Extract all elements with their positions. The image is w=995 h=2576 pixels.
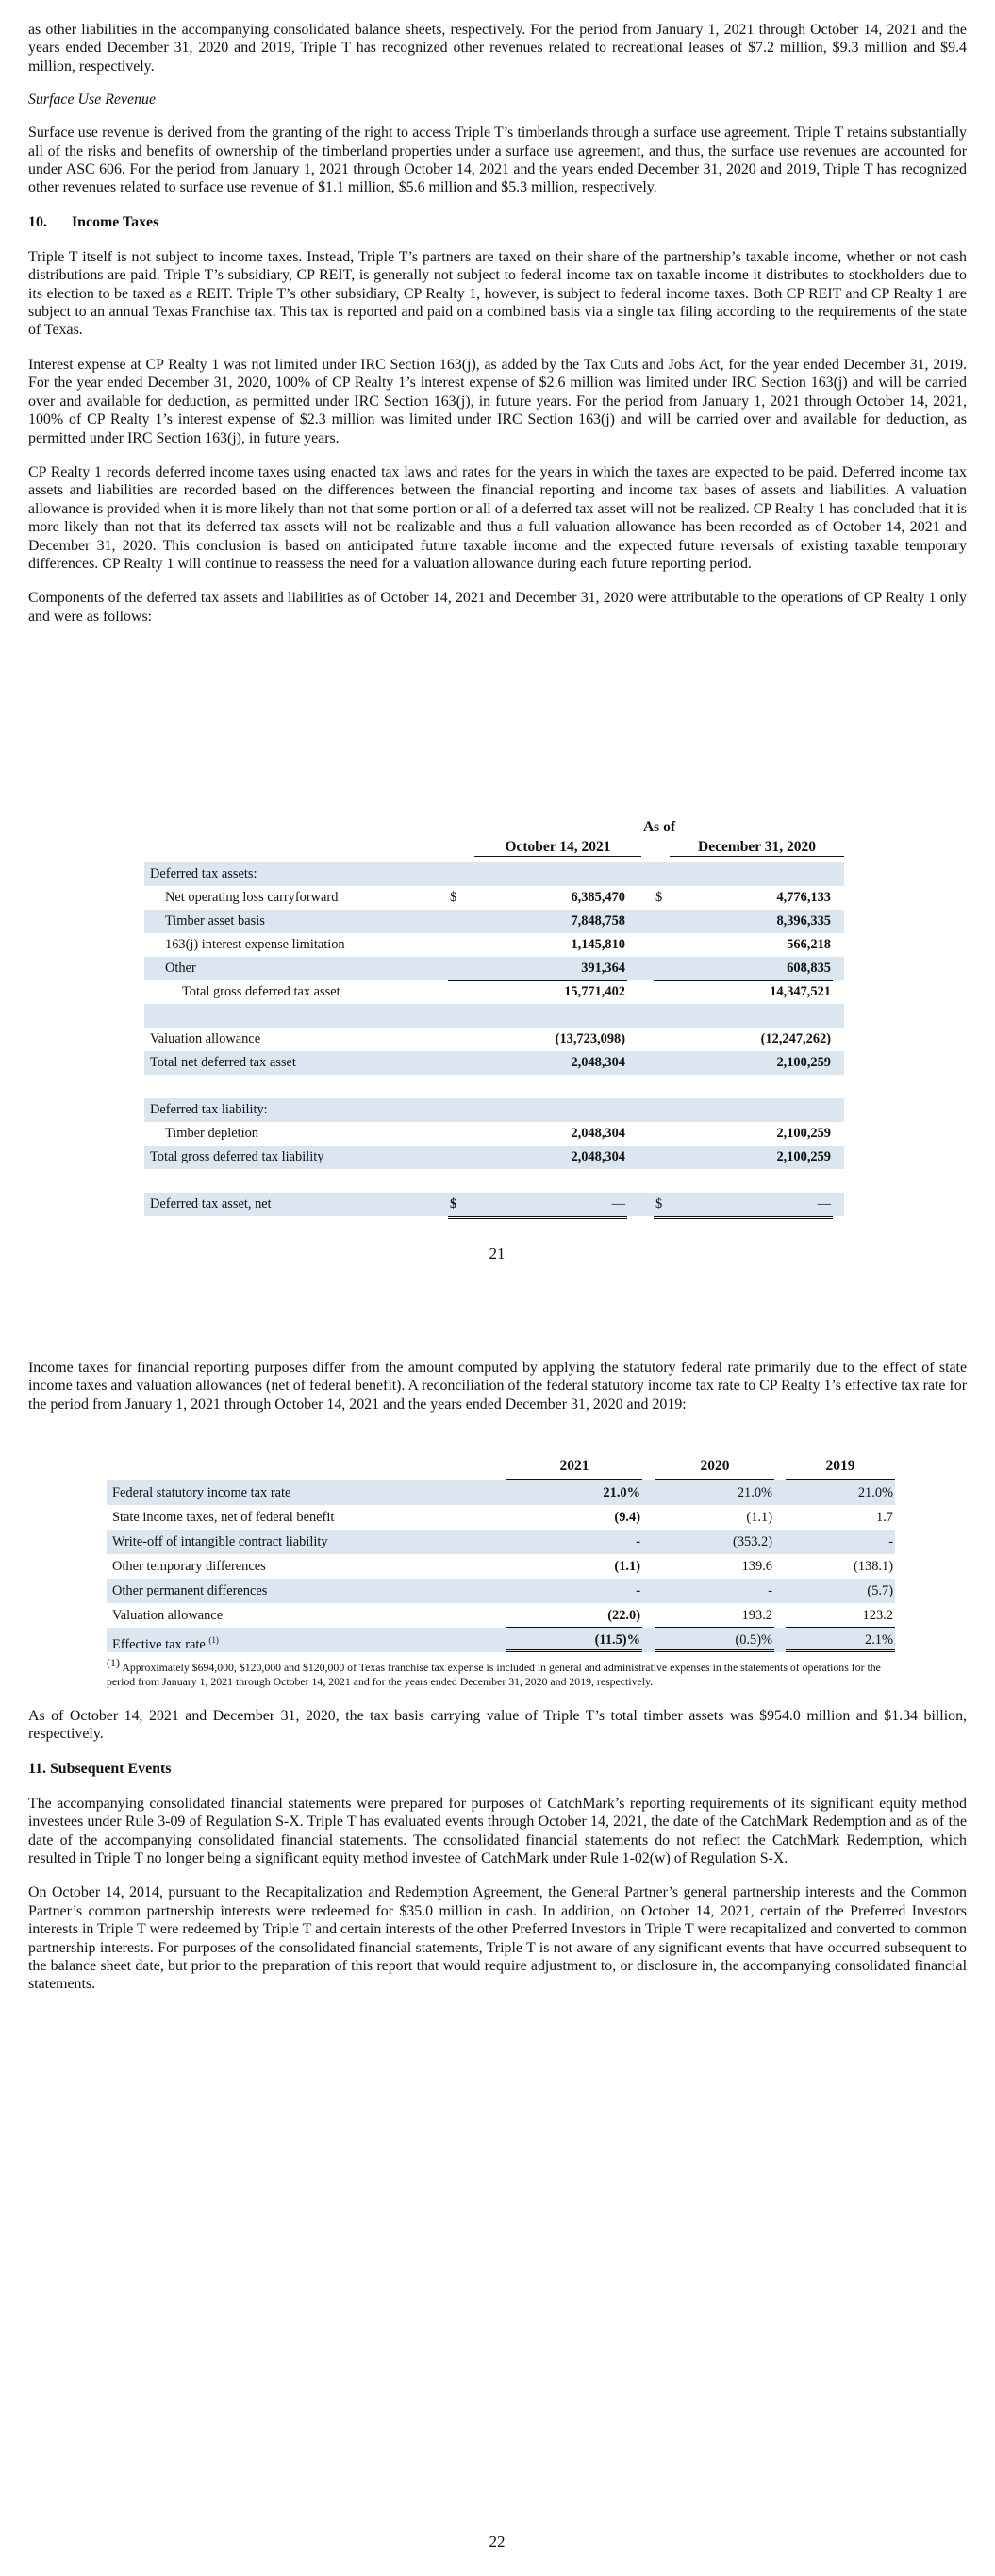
value-2021: (1.1) — [614, 1559, 640, 1574]
value-oct-2021: 6,385,470 — [571, 890, 625, 905]
column-header-oct-2021: October 14, 2021 — [474, 839, 641, 857]
row-label: State income taxes, net of federal benefit — [112, 1510, 335, 1525]
value-dec-2020: 2,100,259 — [776, 1055, 831, 1070]
row-label: Other permanent differences — [112, 1583, 268, 1598]
income-taxes-paragraph-2: Interest expense at CP Realty 1 was not limited under IRC Section 163(j), as added by the Tax Cuts and Jobs Act, for the year ended December 31, 2019. For the year ended December 31, 2020, 100% of CP Realty 1’s interest expense of $2.6 million was limited under IRC Section 163(j) and will be carried over and available for deduction, as permitted under IRC Section 163(j), in future years. For the period from January 1, 2021 through October 14, 2021, 100% of CP Realty 1’s interest expense of $2.3 million was limited under IRC Section 163(j) and will be carried over and available for deduction, as permitted under IRC Section 163(j), in future years. — [28, 356, 967, 446]
value-2019: 123.2 — [786, 1603, 895, 1628]
value-2019: (138.1) — [854, 1559, 893, 1574]
value-oct-2021: 15,771,402 — [564, 984, 625, 999]
column-header-2021: 2021 — [506, 1458, 642, 1480]
value-oct-2021: 2,048,304 — [571, 1149, 625, 1164]
row-label: Deferred tax assets: — [150, 866, 257, 881]
currency-symbol: $ — [655, 890, 663, 905]
closing-section — [28, 1707, 967, 1994]
currency-symbol: $ — [450, 890, 457, 905]
subsequent-events-paragraph-2: On October 14, 2014, pursuant to the Recapitalization and Redemption Agreement, the General Partner’s general partnership interests and the Common Partner’s common partnership interests were redeemed for $35.0 million in cash. In addition, on October 14, 2021, certain of the Preferred Investors interests in Triple T were redeemed by Triple T and certain interests of the other Preferred Investors in Triple T were recapitalized and converted to common partnership interests. For purposes of the consolidated financial statements, Triple T is not aware of any significant events that have occurred subsequent to the balance sheet date, but prior to the preparation of this report that would require adjustment to, or disclosure in, the accompanying consolidated financial statements. — [28, 1884, 967, 1993]
page-body — [28, 21, 967, 626]
value-oct-2021: 1,145,810 — [571, 937, 625, 952]
value-dec-2020: 608,835 — [787, 961, 831, 976]
value-2020: (0.5)% — [655, 1628, 774, 1652]
surface-use-heading: Surface Use Revenue — [28, 92, 157, 109]
row-label: Deferred tax liability: — [150, 1102, 268, 1117]
row-label: Write-off of intangible contract liability — [112, 1534, 328, 1549]
value-dec-2020: 566,218 — [787, 937, 831, 952]
currency-symbol: $ — [450, 1196, 457, 1212]
section-number: 10. — [28, 213, 47, 230]
tax-basis-paragraph: As of October 14, 2021 and December 31, 2020, the tax basis carrying value of Triple T’s total timber assets was $954.0 million and $1.34 billion, respectively. — [28, 1708, 967, 1743]
value-dec-2020: 4,776,133 — [776, 890, 831, 905]
table-row — [144, 933, 844, 957]
row-label — [112, 1628, 219, 1657]
income-taxes-paragraph-1: Triple T itself is not subject to income taxes. Instead, Triple T’s partners are taxed on their share of the partnership’s taxable income, whether or not cash distributions are paid. Triple T’s subsidiary, CP REIT, is generally not subject to federal income tax on taxable income it distributes to stockholders due to its election to be taxed as a REIT. Triple T’s other subsidiary, CP Realty 1, however, is subject to federal income taxes. Both CP REIT and CP Realty 1 are subject to an annual Texas Franchise tax. This tax is reported and paid on a combined basis via a single tax filing according to the requirements of the state of Texas. — [28, 248, 967, 339]
value-2020: 193.2 — [655, 1603, 774, 1628]
value-dec-2020: — — [817, 1196, 831, 1212]
value-2020: - — [768, 1583, 772, 1598]
page-number: 22 — [489, 2533, 506, 2551]
row-label: Valuation allowance — [150, 1031, 261, 1046]
value-2021: - — [636, 1583, 640, 1598]
table-row — [107, 1603, 895, 1628]
row-label: Total gross deferred tax liability — [150, 1149, 324, 1164]
table-row — [144, 957, 844, 980]
table-row — [107, 1530, 895, 1554]
income-taxes-paragraph-3: CP Realty 1 records deferred income taxes using enacted tax laws and rates for the years in which the taxes are expected to be paid. Deferred income tax assets and liabilities are recorded based on the differences between the financial reporting and income tax bases of assets and liabilities. A valuation allowance is provided when it is more likely than not that some portion or all of a deferred tax asset will not be realized. CP Realty 1 has concluded that it is more likely than not that its deferred tax assets will not be realizable and thus a full valuation allowance has been recorded as of October 14, 2021 and December 31, 2020. This conclusion is based on anticipated future taxable income and the expected future reversals of existing taxable temporary differences. CP Realty 1 will continue to reassess the need for a valuation allowance during each future reporting period. — [28, 463, 967, 572]
value-oct-2021: (13,723,098) — [555, 1031, 625, 1046]
footnote-text: Approximately $694,000, $120,000 and $120,000 of Texas franchise tax expense is included in general and administrative expenses in the statements of operations for the period from January 1, 2021 through October 14, 2021 and for the years ended December 31, 2020 and 2019, respectively. — [107, 1660, 881, 1688]
table-row — [144, 862, 844, 886]
value-2021: (22.0) — [506, 1603, 642, 1628]
value-dec-2020: 14,347,521 — [770, 984, 831, 999]
table-row — [144, 1028, 844, 1051]
value-oct-2021: 2,048,304 — [571, 1055, 625, 1070]
section-title: Income Taxes — [72, 213, 159, 230]
row-label: Timber depletion — [165, 1126, 258, 1141]
value-2021: 21.0% — [603, 1485, 640, 1500]
table-footnote — [107, 1656, 889, 1689]
row-label: Valuation allowance — [112, 1608, 224, 1623]
reconciliation-table — [107, 1480, 895, 1652]
table-row — [107, 1628, 895, 1652]
income-taxes-paragraph-4: Components of the deferred tax assets and liabilities as of October 14, 2021 and December 31, 2020 were attributable to the operations of CP Realty 1 only and were as follows: — [28, 590, 967, 625]
opening-paragraph: as other liabilities in the accompanying consolidated balance sheets, respectively. For the period from January 1, 2021 through October 14, 2021 and the years ended December 31, 2020 and 2019, Triple T has recognized other revenues related to recreational leases of $7.2 million, $9.3 million and $9.4 million, respectively. — [28, 22, 967, 75]
table-row — [144, 886, 844, 910]
row-label: Timber asset basis — [165, 913, 265, 928]
column-header-2019: 2019 — [786, 1458, 895, 1480]
currency-symbol: $ — [655, 1196, 663, 1212]
subsequent-events-paragraph-1: The accompanying consolidated financial statements were prepared for purposes of CatchMark’s reporting requirements of its significant equity method investees under Rule 3-09 of Regulation S-X. Triple T has evaluated events through October 14, 2021, the date of the CatchMark Redemption and as of the date of the accompanying consolidated financial statements. The consolidated financial statements do not reflect the CatchMark Redemption, which resulted in Triple T no longer being a significant equity method investee of CatchMark under Rule 1-02(w) of Regulation S-X. — [28, 1795, 967, 1867]
value-2020: 139.6 — [741, 1559, 772, 1574]
row-label: Total gross deferred tax asset — [182, 984, 340, 999]
row-label: Other — [165, 961, 196, 976]
value-2019: 2.1% — [786, 1628, 895, 1652]
surface-use-paragraph: Surface use revenue is derived from the granting of the right to access Triple T’s timberlands through a surface use agreement. Triple T retains substantially all of the risks and benefits of ownership of the timberland properties under a surface use agreement, and thus, the surface use revenues are accounted for under ASC 606. For the period from January 1, 2021 through October 14, 2021 and the years ended December 31, 2020 and 2019, Triple T has recognized other revenues related to surface use revenue of $1.1 million, $5.6 million and $5.3 million, respectively. — [28, 125, 967, 196]
value-oct-2021: 391,364 — [581, 961, 625, 976]
row-label: Deferred tax asset, net — [150, 1196, 272, 1212]
footnote-marker: (1) — [208, 1635, 219, 1645]
row-label: 163(j) interest expense limitation — [165, 937, 345, 952]
value-2019: - — [888, 1534, 893, 1549]
table-row — [144, 1146, 844, 1169]
row-label: Total net deferred tax asset — [150, 1055, 296, 1070]
value-2021: (9.4) — [614, 1510, 640, 1525]
value-oct-2021: — — [611, 1196, 625, 1212]
value-2019: 1.7 — [876, 1510, 893, 1525]
column-header-dec-2020: December 31, 2020 — [670, 839, 844, 857]
row-label: Net operating loss carryforward — [165, 890, 339, 905]
table-row — [144, 1098, 844, 1122]
value-oct-2021: 2,048,304 — [571, 1126, 625, 1141]
value-2021: (11.5)% — [506, 1628, 642, 1652]
column-header-2020: 2020 — [655, 1458, 774, 1480]
page-number: 21 — [489, 1245, 506, 1263]
value-2020: (1.1) — [746, 1510, 772, 1525]
value-2019: (5.7) — [867, 1583, 893, 1598]
row-label: Other temporary differences — [112, 1559, 266, 1574]
table-row — [144, 1051, 844, 1075]
effective-rate-label: Effective tax rate — [112, 1636, 206, 1652]
footnote-marker: (1) — [107, 1656, 120, 1669]
table-row — [107, 1579, 895, 1603]
value-2019: 21.0% — [857, 1485, 893, 1500]
value-dec-2020: (12,247,262) — [760, 1031, 831, 1046]
income-taxes-heading — [28, 214, 967, 231]
table-row — [107, 1554, 895, 1579]
table-row-spacer — [144, 1075, 844, 1098]
table-row — [107, 1505, 895, 1530]
value-oct-2021: 7,848,758 — [571, 913, 625, 928]
deferred-tax-table — [144, 862, 844, 1216]
value-dec-2020: 2,100,259 — [776, 1149, 831, 1164]
subsequent-events-heading: 11. Subsequent Events — [28, 1760, 172, 1777]
value-2020: 21.0% — [737, 1485, 772, 1500]
value-dec-2020: 8,396,335 — [776, 913, 831, 928]
value-2020: (353.2) — [733, 1534, 772, 1549]
as-of-header: As of — [642, 819, 675, 835]
table-row-spacer — [144, 1004, 844, 1028]
table-row — [144, 910, 844, 933]
table-row-spacer — [144, 1169, 844, 1193]
value-dec-2020: 2,100,259 — [776, 1126, 831, 1141]
table-row — [144, 980, 844, 1004]
recon-section — [28, 1359, 967, 1413]
table-row — [107, 1480, 895, 1505]
table-row — [144, 1193, 844, 1216]
value-2021: - — [636, 1534, 640, 1549]
row-label: Federal statutory income tax rate — [112, 1485, 291, 1500]
recon-intro-paragraph: Income taxes for financial reporting purposes differ from the amount computed by applying the statutory federal rate primarily due to the effect of state income taxes and valuation allowances (net of federal benefit). A reconciliation of the federal statutory income tax rate to CP Realty 1’s effective tax rate for the period from January 1, 2021 through October 14, 2021 and the years ended December 31, 2020 and 2019: — [28, 1360, 967, 1413]
table-row — [144, 1122, 844, 1146]
